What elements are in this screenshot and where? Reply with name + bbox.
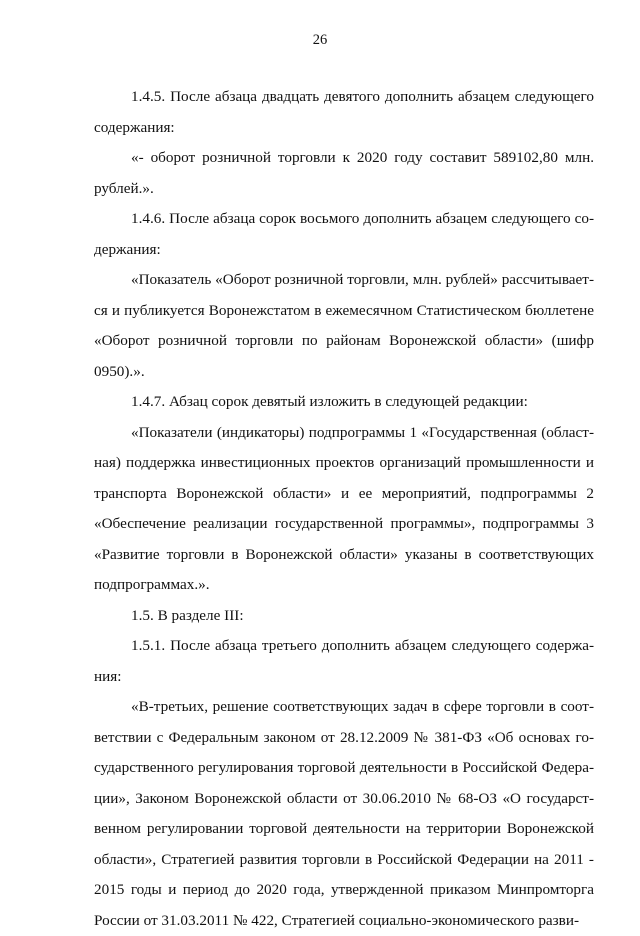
document-body xyxy=(94,82,594,936)
paragraph-1-4-5: 1.4.5. После абзаца двадцать девятого дополнить абзацем следующего содержания: xyxy=(94,88,594,136)
quote-retail-turnover-2020: «- оборот розничной торговли к 2020 году составит 589102,80 млн. рублей.». xyxy=(94,149,594,197)
paragraph-1-4-6: 1.4.6. После абзаца сорок восьмого дополнить абзацем следующего содержания: xyxy=(94,210,594,258)
quote-indicator-retail-turnover: «Показатель «Оборот розничной торговли, млн. рублей» рассчитывается и публикуется Воронежстатом в ежемесячном Статистическом бюллетене «Оборот розничной торговли по районам Воронежской области» (шифр 0950).». xyxy=(94,271,594,380)
quote-subprogram-indicators: «Показатели (индикаторы) подпрограммы 1 «Государственная (областная) поддержка инвестиционных проектов организаций промышленности и транспорта Воронежской области» и ее мероприятий, подпрограммы 2 «Обеспечение реализации государственной программы», подпрограммы 3 «Развитие торговли в Воронежской области» указаны в соответствующих подпрограммах.». xyxy=(94,423,594,593)
quote-third-tasks: «В-третьих, решение соответствующих задач в сфере торговли в соответствии с Федеральным законом от 28.12.2009 № 381-ФЗ «Об основах государственного регулирования торговой деятельности в Российской Федерации», Законом Воронежской области от 30.06.2010 № 68-ОЗ «О государственном регулировании торговой деятельности на территории Воронежской области», Стратегией развития торговли в Российской Федерации на 2011 - 2015 годы и период до 2020 года, утвержденной приказом Минпромторга России от 31.03.2011 № 422, Стратегией социально-экономического разви- xyxy=(94,698,594,929)
paragraph-1-4-7: 1.4.7. Абзац сорок девятый изложить в следующей редакции: xyxy=(131,393,528,410)
paragraph-1-5-1: 1.5.1. После абзаца третьего дополнить абзацем следующего содержания: xyxy=(94,637,594,685)
page-number: 26 xyxy=(312,32,328,48)
paragraph-1-5: 1.5. В разделе III: xyxy=(131,606,244,624)
